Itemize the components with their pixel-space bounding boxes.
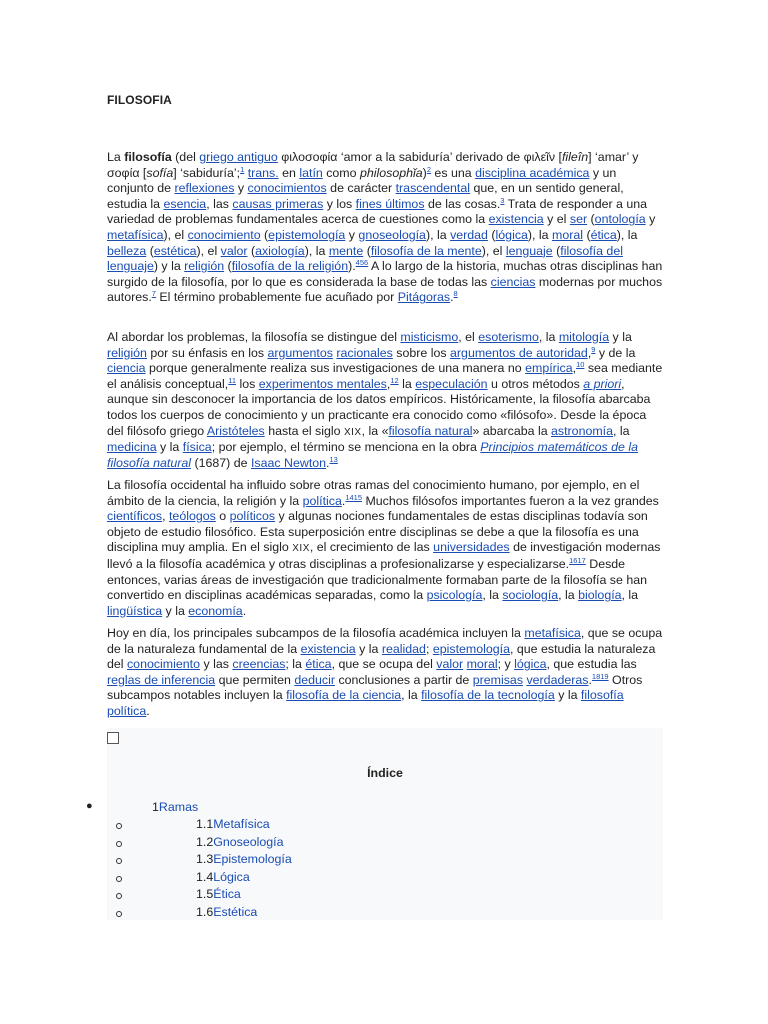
link-conocimiento-2[interactable]: conocimiento: [126, 657, 200, 672]
link-epistemologia-2[interactable]: epistemología: [432, 641, 510, 656]
link-argumentos-de-autoridad[interactable]: argumentos de autoridad: [450, 345, 588, 360]
link-conocimientos[interactable]: conocimientos: [247, 181, 327, 196]
link-lenguaje[interactable]: lenguaje: [505, 243, 553, 258]
link-moral-2[interactable]: moral: [466, 657, 498, 672]
page-title: FILOSOFIA: [107, 93, 172, 107]
circle-bullet-icon: [116, 876, 122, 882]
toc-item-epistemologia[interactable]: 1.3Epistemología: [196, 852, 292, 866]
link-psicologia[interactable]: psicología: [426, 588, 483, 603]
link-creencias[interactable]: creencias: [232, 657, 286, 672]
paragraph-intro: La filosofía (del griego antiguo φιλοσοφία ‘amor a la sabiduría’ derivado de φιλεῖν [fileîn] ‘amar’ y σοφία [sofía] ‘sabiduría’;$^1$ trans. en latín como philosophĭa)$^2$ es una disciplina académica y un conjunto de reflexiones y conocimientos de carácter trascendental que, en un sentido general, estudia la esencia, las causas primeras y los fines últimos de las cosas.$^3$ Trata de responder a una variedad de problemas fundamentales acerca de cuestiones como la existencia y el ser (ontología y metafísica), el conocimiento (epistemología y gnoseología), la verdad (lógica), la moral (ética), la belleza (estética), el valor (axiología), la mente (filosofía de la mente), el lenguaje (filosofía del lenguaje) y la religión (filosofía de la religión).$^{456}$ A lo largo de la historia, muchas otras disciplinas han surgido de la filosofía, por lo que es considerada la base de todas las ciencias modernas por muchos autores.$^7$ El término probablemente fue acuñado por Pitágoras.$^8$: [107, 150, 663, 305]
link-empirica[interactable]: empírica: [525, 361, 573, 376]
link-ser[interactable]: ser: [569, 212, 588, 227]
link-ontologia[interactable]: ontología: [594, 212, 646, 227]
link-biologia[interactable]: biología: [578, 588, 622, 603]
circle-bullet-icon: [116, 893, 122, 899]
circle-bullet-icon: [116, 841, 122, 847]
link-filosofia-del-lenguaje[interactable]: filosofía del lenguaje: [107, 243, 623, 274]
reference-16-17[interactable]: 1617: [569, 555, 586, 565]
reference-10[interactable]: 10: [576, 360, 585, 370]
paragraph-influence: La filosofía occidental ha influido sobre otras ramas del conocimiento humano, por ejemplo, en el ámbito de la ciencia, la religión y la política.$^{1415}$ Muchos filósofos importantes fueron a la vez grandes científicos, teólogos o políticos y algunas nociones fundamentales de estas disciplinas todavía son objeto de estudio filosófico. Esta superposición entre disciplinas se debe a que la filosofía es una disciplina muy amplia. En el siglo XIX, el crecimiento de las universidades de investigación modernas llevó a la filosofía académica y otras disciplinas a profesionalizarse y especializarse.$^{1617}$ Desde entonces, varias áreas de investigación que tradicionalmente formaban parte de la filosofía se han convertido en disciplinas académicas separadas, como la psicología, la sociología, la biología, la lingüística y la economía.: [107, 478, 661, 618]
circle-bullet-icon: [116, 911, 122, 917]
link-reflexiones[interactable]: reflexiones: [174, 181, 235, 196]
link-causas-primeras[interactable]: causas primeras: [232, 196, 324, 211]
toc-item-etica[interactable]: 1.5Ética: [196, 887, 241, 901]
link-griego-antiguo[interactable]: griego antiguo: [199, 150, 278, 164]
link-existencia-2[interactable]: existencia: [300, 641, 356, 656]
link-verdad[interactable]: verdad: [450, 227, 488, 242]
link-existencia[interactable]: existencia: [488, 212, 544, 227]
link-astronomia[interactable]: astronomía: [551, 423, 614, 438]
link-disciplina-academica[interactable]: disciplina académica: [475, 165, 590, 180]
link-aristoteles[interactable]: Aristóteles: [206, 423, 265, 438]
link-conocimiento[interactable]: conocimiento: [187, 227, 261, 242]
link-valor-2[interactable]: valor: [436, 657, 464, 672]
link-sociologia[interactable]: sociología: [502, 588, 559, 603]
circle-bullet-icon: [116, 858, 122, 864]
toc-title: Índice: [367, 766, 403, 780]
link-mitologia[interactable]: mitología: [558, 330, 610, 344]
link-premisas[interactable]: premisas: [472, 672, 524, 687]
link-latin[interactable]: latín: [299, 165, 323, 180]
link-filosofia-de-la-tecnologia[interactable]: filosofía de la tecnología: [421, 688, 555, 703]
link-realidad[interactable]: realidad: [381, 641, 426, 656]
toc-item-gnoseologia[interactable]: 1.2Gnoseología: [196, 835, 284, 849]
link-filosofia-natural[interactable]: filosofía natural: [388, 423, 473, 438]
link-politicos[interactable]: políticos: [229, 509, 276, 524]
link-cientificos[interactable]: científicos: [107, 509, 163, 524]
link-ciencia[interactable]: ciencia: [107, 361, 146, 376]
toc-item-logica[interactable]: 1.4Lógica: [196, 870, 250, 884]
link-argumentos[interactable]: argumentos: [267, 345, 333, 360]
link-logica[interactable]: lógica: [495, 227, 528, 242]
link-especulacion[interactable]: especulación: [415, 376, 488, 391]
link-isaac-newton[interactable]: Isaac Newton: [250, 455, 327, 470]
link-religion-2[interactable]: religión: [107, 345, 147, 360]
link-epistemologia[interactable]: epistemología: [268, 227, 346, 242]
reference-13[interactable]: 13: [329, 454, 338, 464]
link-esoterismo[interactable]: esoterismo: [478, 330, 539, 344]
link-axiologia[interactable]: axiología: [255, 243, 305, 258]
link-pitagoras[interactable]: Pitágoras: [397, 290, 451, 305]
link-deducir[interactable]: deducir: [294, 672, 335, 687]
link-valor[interactable]: valor: [220, 243, 248, 258]
link-linguistica[interactable]: lingüística: [107, 603, 163, 618]
link-fines-ultimos[interactable]: fines últimos: [355, 196, 425, 211]
link-gnoseologia[interactable]: gnoseología: [358, 227, 426, 242]
link-a-priori[interactable]: a priori: [583, 376, 622, 391]
reference-4[interactable]: 456: [355, 258, 369, 268]
link-principios-matematicos[interactable]: Principios matemáticos de la filosofía natural: [107, 440, 638, 470]
link-filosofia-de-la-ciencia[interactable]: filosofía de la ciencia: [286, 688, 402, 703]
link-filosofia-de-la-religion[interactable]: filosofía de la religión: [231, 259, 349, 274]
toc-item-metafisica[interactable]: 1.1Metafísica: [196, 817, 270, 831]
reference-9[interactable]: 9: [591, 344, 596, 354]
link-metafisica[interactable]: metafísica: [107, 227, 164, 242]
reference-6[interactable]: 8: [453, 289, 458, 299]
paragraph-methods: Al abordar los problemas, la filosofía se distingue del misticismo, el esoterismo, la mitología y la religión por su énfasis en los argumentos racionales sobre los argumentos de autoridad,$^9$ y de la ciencia porque generalmente realiza sus investigaciones de una manera no empírica,$^{10}$ sea mediante el análisis conceptual,$^{11}$ los experimentos mentales,$^{12}$ la especulación u otros métodos a priori, aunque sin desconocer la importancia de los datos empíricos. Históricamente, la filosofía abarcaba todos los cuerpos de conocimiento y un practicante era conocido como «filósofo». Desde la época del filósofo griego Aristóteles hasta el siglo XIX, la «filosofía natural» abarcaba la astronomía, la medicina y la física; por ejemplo, el término se menciona en la obra Principios matemáticos de la filosofía natural (1687) de Isaac Newton.$^{13}$: [107, 330, 663, 470]
link-esencia[interactable]: esencia: [163, 196, 207, 211]
reference-11[interactable]: 11: [228, 375, 237, 385]
link-mente[interactable]: mente: [328, 243, 364, 258]
table-of-contents: [107, 728, 663, 920]
reference-18-19[interactable]: 1819: [591, 671, 609, 681]
link-fisica[interactable]: física: [182, 440, 212, 455]
link-medicina[interactable]: medicina: [107, 440, 157, 455]
link-filosofia-de-la-mente[interactable]: filosofía de la mente: [370, 243, 482, 258]
link-filosofia-politica[interactable]: filosofía política: [107, 688, 624, 718]
link-moral[interactable]: moral: [552, 227, 583, 242]
link-etica[interactable]: ética: [590, 227, 617, 242]
link-trascendental[interactable]: trascendental: [395, 181, 471, 196]
link-economia[interactable]: economía: [188, 603, 243, 618]
link-metafisica-2[interactable]: metafísica: [524, 626, 581, 640]
reference-1[interactable]: 1: [240, 164, 245, 174]
reference-5[interactable]: 7: [151, 289, 156, 299]
toc-toggle-checkbox[interactable]: [107, 732, 119, 744]
link-belleza[interactable]: belleza: [107, 243, 147, 258]
link-estetica[interactable]: estética: [153, 243, 197, 258]
link-experimentos-mentales[interactable]: experimentos mentales: [258, 376, 387, 391]
link-etica-2[interactable]: ética: [305, 657, 332, 672]
reference-3[interactable]: 3: [500, 195, 505, 205]
link-trans[interactable]: trans.: [247, 165, 279, 180]
link-reglas-de-inferencia[interactable]: reglas de inferencia: [107, 672, 216, 687]
link-politica[interactable]: política: [302, 493, 342, 508]
toc-item-estetica[interactable]: 1.6Estética: [196, 905, 258, 919]
circle-bullet-icon: [116, 823, 122, 829]
reference-2[interactable]: 2: [426, 164, 431, 174]
link-universidades[interactable]: universidades: [433, 540, 510, 555]
link-misticismo[interactable]: misticismo: [400, 330, 459, 344]
paragraph-subfields: Hoy en día, los principales subcampos de la filosofía académica incluyen la metafísica, que se ocupa de la naturaleza fundamental de la existencia y la realidad; epistemología, que estudia la naturaleza del conocimiento y las creencias; la ética, que se ocupa del valor moral; y lógica, que estudia las reglas de inferencia que permiten deducir conclusiones a partir de premisas verdaderas.$^{1819}$ Otros subcampos notables incluyen la filosofía de la ciencia, la filosofía de la tecnología y la filosofía política.: [107, 626, 663, 718]
reference-12[interactable]: 12: [390, 375, 399, 385]
reference-14-15[interactable]: 1415: [345, 492, 363, 502]
toc-item-ramas[interactable]: 1Ramas: [152, 800, 199, 814]
link-racionales[interactable]: racionales: [336, 345, 393, 360]
link-teologos[interactable]: teólogos: [168, 509, 216, 524]
link-logica-2[interactable]: lógica: [514, 657, 547, 672]
link-religion[interactable]: religión: [184, 259, 225, 274]
link-ciencias[interactable]: ciencias: [490, 274, 536, 289]
bullet-icon: ●: [86, 800, 93, 812]
link-verdaderas[interactable]: verdaderas: [526, 672, 589, 687]
